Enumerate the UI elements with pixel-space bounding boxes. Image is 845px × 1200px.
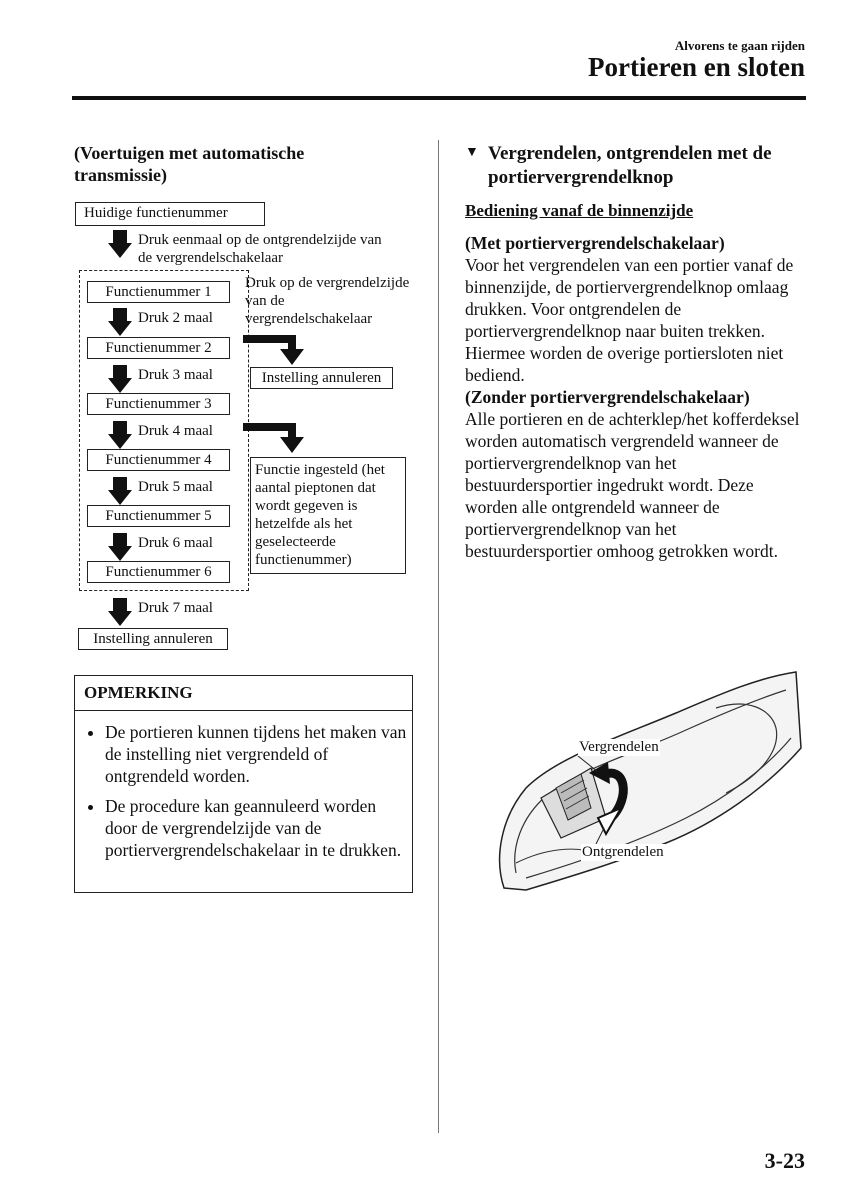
triangle-marker-icon: ▼ (465, 145, 479, 160)
arrow-down-icon (108, 230, 132, 258)
without-switch-title: (Zonder portiervergrendelschakelaar) (465, 387, 750, 407)
subheading: Bediening vanaf de binnenzijde (465, 201, 694, 220)
side-press-label: Druk op de vergrendelzijde van de vergrendelschakelaar (245, 275, 410, 327)
note-item: • De procedure kan geannuleerd worden door de vergrendelzijde van de portiervergrendelschakelaar in te drukken. (105, 795, 412, 861)
with-switch-text: Voor het vergrendelen van een portier vanaf de binnenzijde, de portiervergrendelknop omlaag drukken. Voor ontgrendelen de portiervergrendelknop naar buiten trekken. Hiermee worden de overige portiersloten niet bediend. (465, 255, 794, 385)
note-item: • De portieren kunnen tijdens het maken van de instelling niet vergrendeld of ontgrendeld worden. (105, 721, 412, 787)
note-title: OPMERKING (75, 676, 412, 711)
section-label: Alvorens te gaan rijden (674, 38, 805, 53)
right-body (465, 232, 805, 562)
without-switch-text: Alle portieren en de achterklep/het kofferdeksel worden automatisch vergrendeld wanneer de portiervergrendelknop van het bestuurdersportier ingedrukt wordt. Deze worden alle ontgrendeld wanneer de portiervergrendelknop van het bestuurdersportier omhoog getrokken wordt. (465, 409, 800, 561)
function-2-box: Functienummer 2 (87, 337, 230, 359)
arrow-down-icon (108, 421, 132, 449)
page-title: Portieren en sloten (588, 52, 805, 82)
function-1-box: Functienummer 1 (87, 281, 230, 303)
left-heading: (Voertuigen met automatische transmissie) (74, 143, 305, 185)
arrow-down-icon (108, 533, 132, 561)
press-label: Druk 3 maal (138, 367, 213, 383)
arrow-down-icon (108, 598, 132, 626)
function-set-box: Functie ingesteld (het aantal pieptonen dat wordt gegeven is hetzelfde als het geselecteerde functienummer) (250, 457, 406, 574)
cancel-setting-box: Instelling annuleren (78, 628, 228, 650)
arrow-down-icon (108, 365, 132, 393)
page-number: 3-23 (764, 1148, 805, 1173)
branch-arrow-icon (243, 333, 313, 367)
unlock-label: Ontgrendelen (582, 844, 664, 860)
header-rule (72, 96, 806, 100)
first-step-label: Druk eenmaal op de ontgrendelzijde van de vergrendelschakelaar (138, 232, 382, 266)
arrow-down-icon (108, 308, 132, 336)
press-label: Druk 4 maal (138, 423, 213, 439)
press-label: Druk 7 maal (138, 600, 213, 616)
press-label: Druk 6 maal (138, 535, 213, 551)
function-5-box: Functienummer 5 (87, 505, 230, 527)
note-box (74, 675, 413, 893)
function-4-box: Functienummer 4 (87, 449, 230, 471)
door-lock-illustration (486, 668, 806, 900)
function-3-box: Functienummer 3 (87, 393, 230, 415)
arrow-down-icon (108, 477, 132, 505)
press-label: Druk 5 maal (138, 479, 213, 495)
right-heading: Vergrendelen, ontgrendelen met de portiervergrendelknop (488, 143, 772, 188)
function-6-box: Functienummer 6 (87, 561, 230, 583)
branch-arrow-icon (243, 421, 313, 455)
with-switch-title: (Met portiervergrendelschakelaar) (465, 233, 725, 253)
cancel-setting-side-box: Instelling annuleren (250, 367, 393, 389)
press-label: Druk 2 maal (138, 310, 213, 326)
note-list (75, 721, 412, 861)
current-function-box: Huidige functienummer (75, 202, 265, 226)
lock-label: Vergrendelen (579, 739, 659, 755)
column-divider (438, 140, 439, 1133)
